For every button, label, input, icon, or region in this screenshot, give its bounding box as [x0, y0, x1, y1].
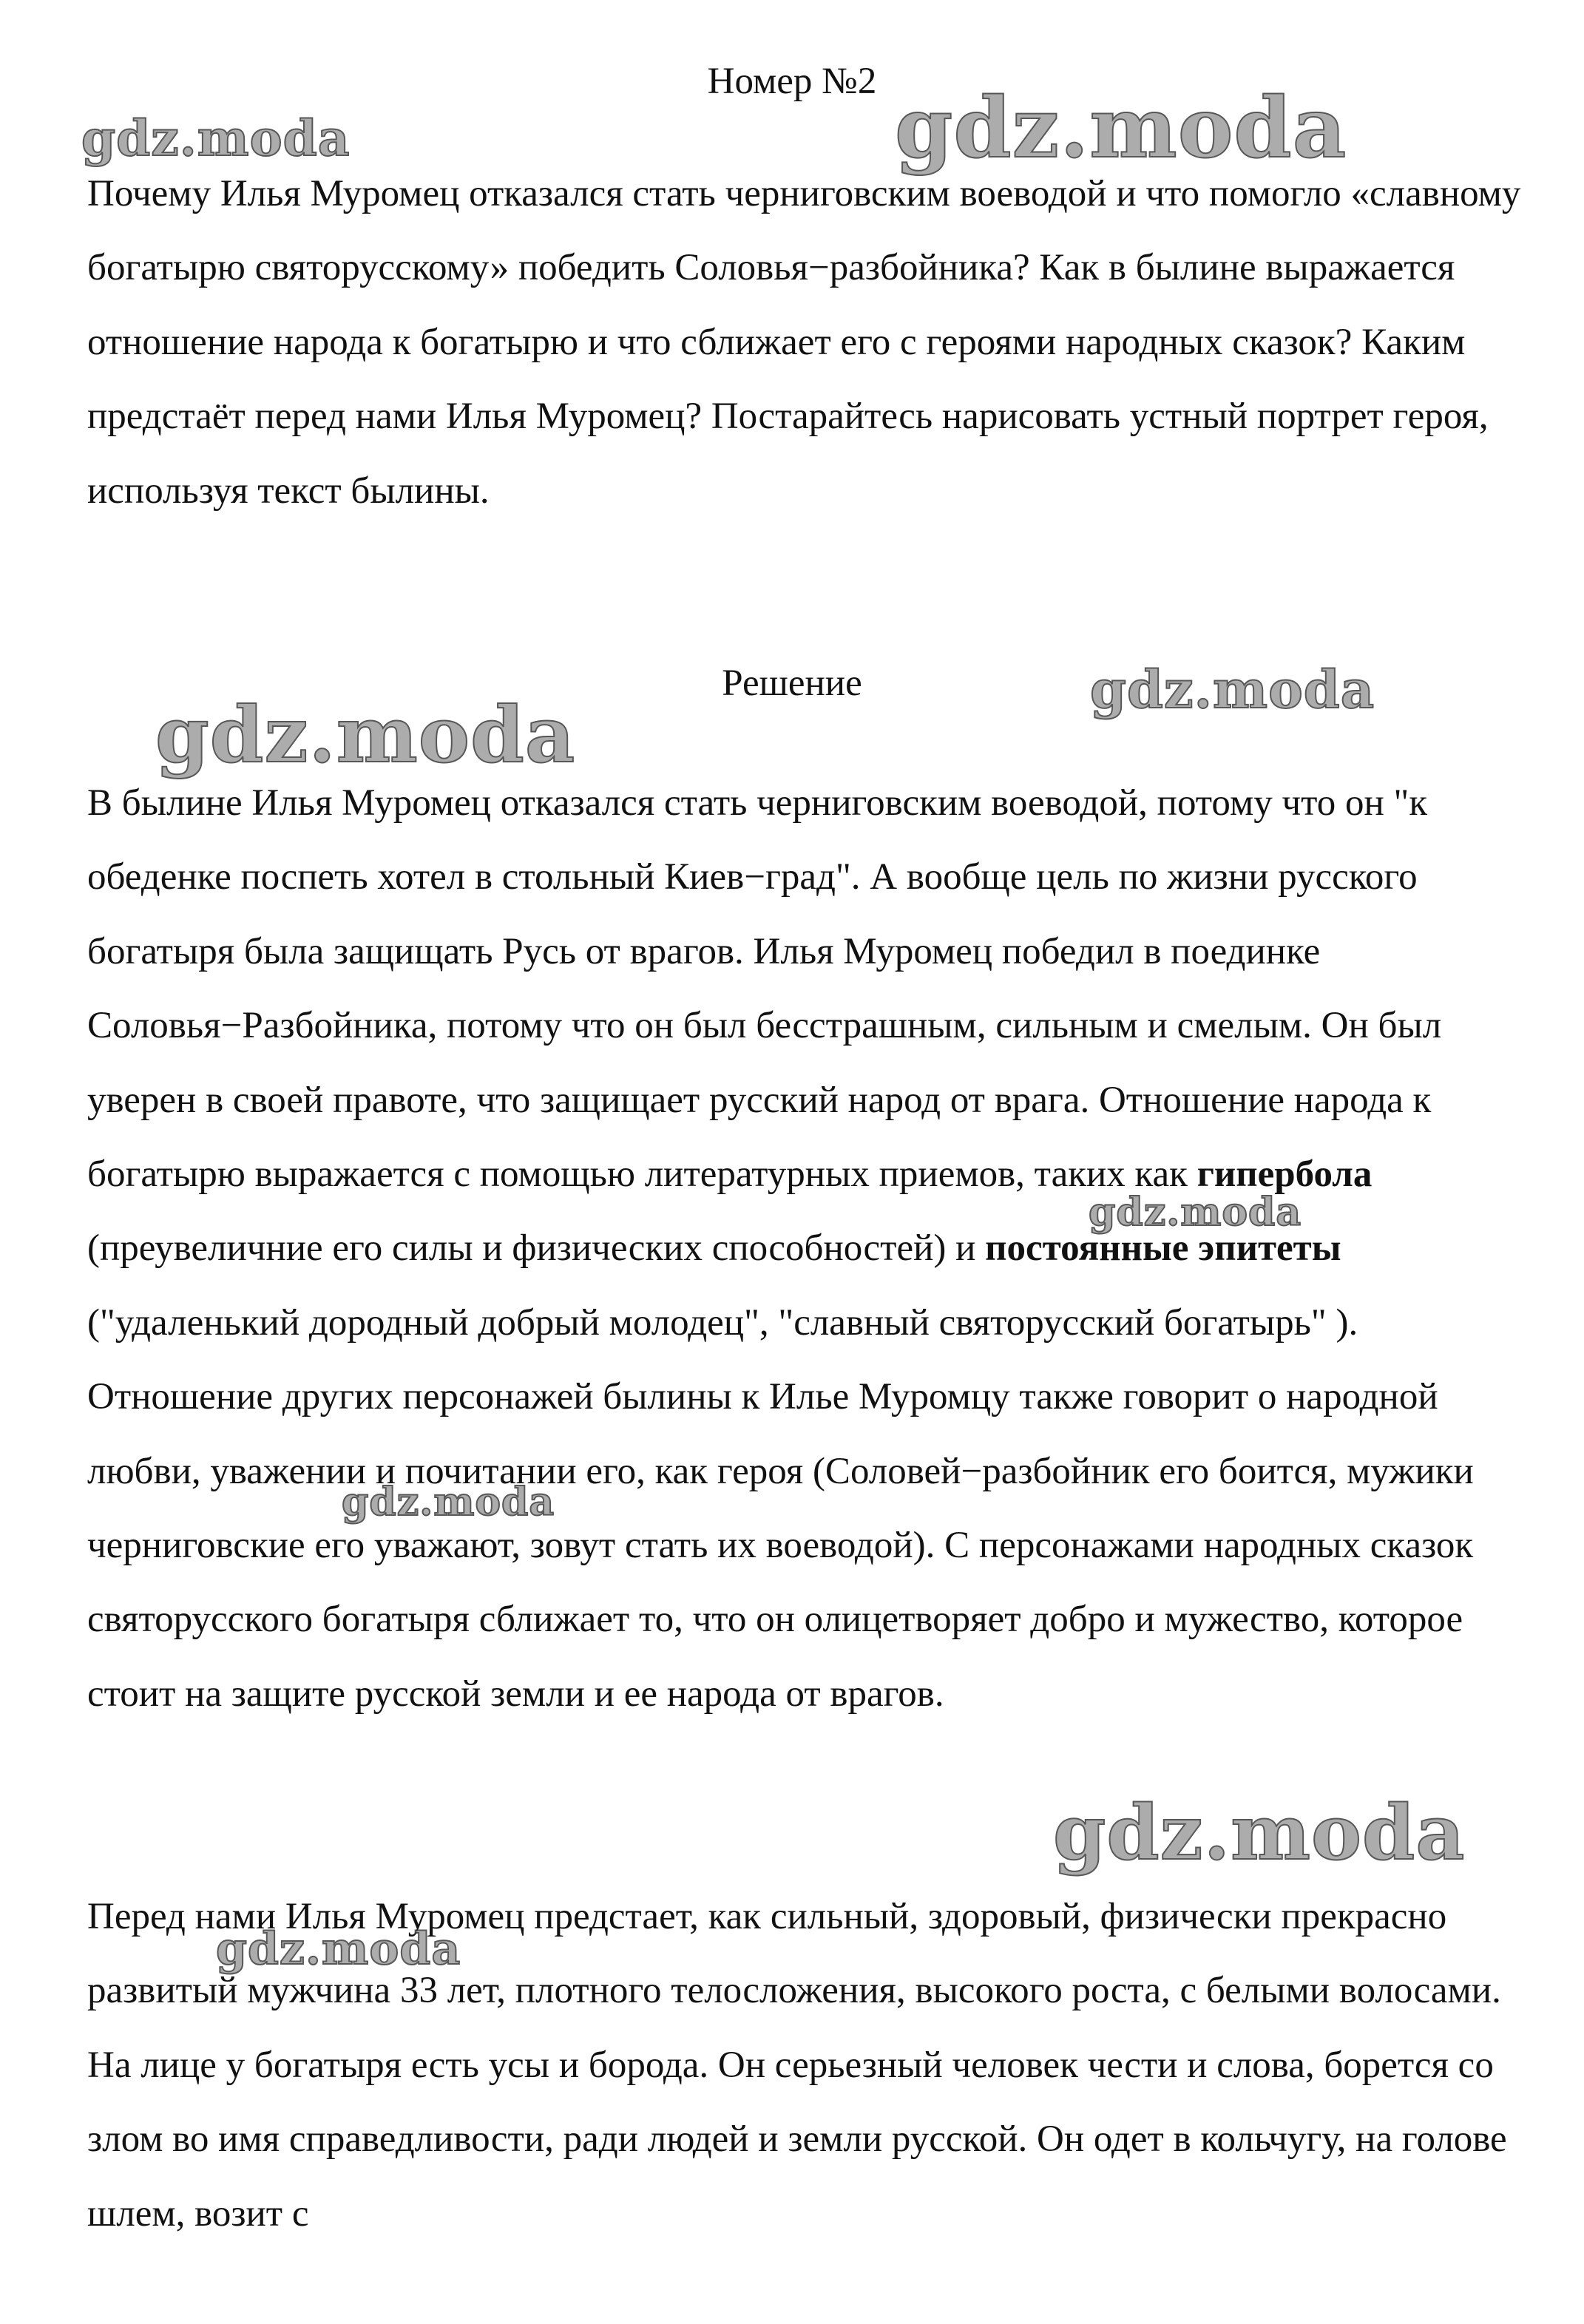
term-hyperbole: гипербола — [1197, 1153, 1373, 1196]
answer-text-part-2: (преувеличние его силы и физических способностей) и — [87, 1227, 986, 1270]
question-text: Почему Илья Муромец отказался стать черниговским воеводой и что помогло «славному богатырю святорусскому» победить Соловья−разбойника? Как в былине выражается отношение народа к богатырю и что сближает его с героями народных сказок? Каким предстаёт перед нами Илья Муромец? Постарайтесь нарисовать устный портрет героя, используя текст былины. — [87, 173, 1521, 512]
answer-text-part-3: ("удаленький дородный добрый молодец", "славный святорусский богатырь" ). Отношение других персонажей былины к Илье Муромцу также говорит о народной любви, уважении и почитании его, как героя (Соловей−разбойник его боится, мужики черниговские его уважают, зовут стать их воеводой). С персонажами народных сказок святорусского богатыря сближает то, что он олицетворяет добро и мужество, которое стоит на защите русской земли и ее народа от врагов. — [87, 1301, 1474, 1715]
watermark-logo: gdz.moda — [216, 1923, 461, 1975]
watermark-logo: gdz.moda — [342, 1480, 555, 1525]
answer-paragraph-2: Перед нами Илья Муромец предстает, как сильный, здоровый, физически прекрасно развитый мужчина 33 лет, плотного телосложения, высокого роста, с белыми волосами. На лице у богатыря есть усы и борода. Он серьезный человек чести и слова, борется со злом во имя справедливости, ради людей и земли русской. Он одет в кольчугу, на голове шлем, возит с — [87, 1896, 1507, 2235]
answer-paragraph-1 — [87, 766, 1529, 1731]
watermark-logo: gdz.moda — [1053, 1789, 1466, 1877]
watermark-logo: gdz.moda — [1090, 659, 1375, 720]
watermark-logo: gdz.moda — [895, 80, 1347, 177]
watermark-logo: gdz.moda — [155, 689, 576, 780]
watermark-logo: gdz.moda — [81, 109, 351, 167]
solution-heading: Решение — [722, 663, 862, 704]
watermark-logo: gdz.moda — [1089, 1190, 1302, 1235]
answer-text-part-1: В былине Илья Муромец отказался стать черниговским воеводой, потому что он "к обеденке поспеть хотел в стольный Киев−град". А вообще цель по жизни русского богатыря была защищать Русь от врагов. Илья Муромец победил в поединке Соловья−Разбойника, потому что он был бесстрашным, сильным и смелым. Он был уверен в своей правоте, что защищает русский народ от врага. Отношение народа к богатырю выражается с помощью литературных приемов, таких как — [87, 782, 1442, 1196]
task-heading: Номер №2 — [707, 61, 877, 102]
term-epithets: постоянные эпитеты — [985, 1227, 1341, 1270]
